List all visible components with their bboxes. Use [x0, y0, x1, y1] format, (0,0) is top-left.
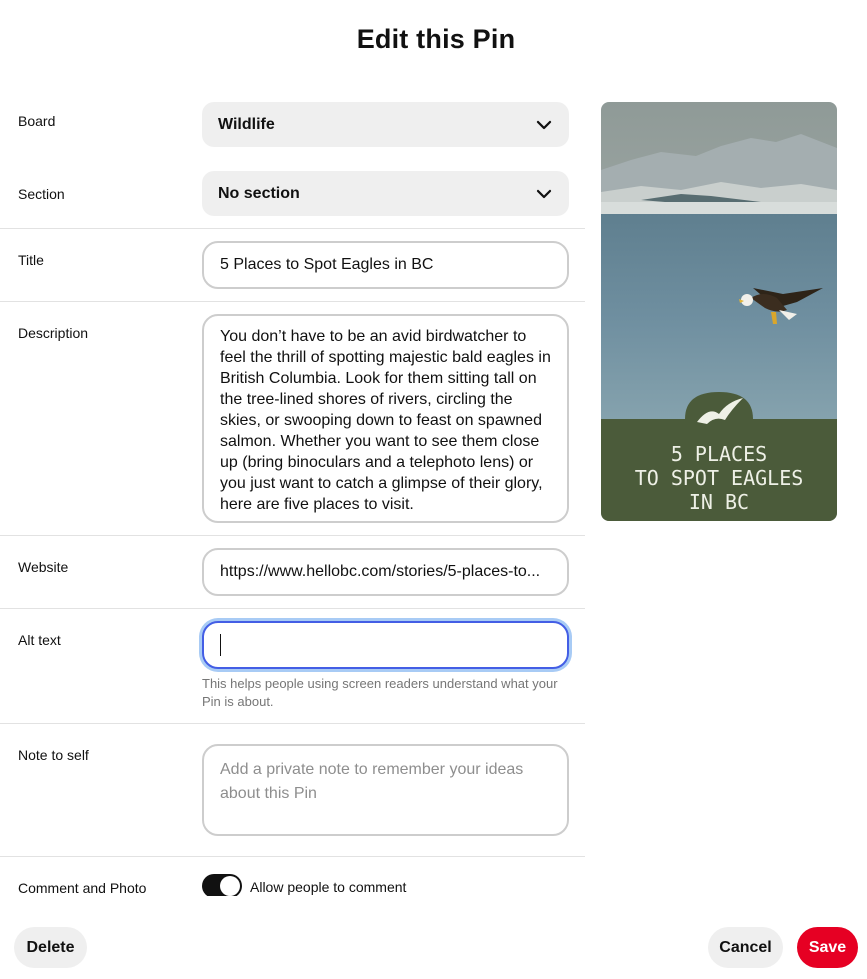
board-value: Wildlife	[218, 115, 275, 133]
divider	[0, 228, 585, 229]
chevron-down-icon	[535, 185, 553, 203]
section-value: No section	[218, 184, 300, 202]
title-value: 5 Places to Spot Eagles in BC	[220, 256, 434, 273]
toggle-knob	[220, 876, 240, 896]
edit-form	[0, 92, 585, 896]
alt-text-input[interactable]	[202, 621, 569, 669]
pin-image-art	[601, 102, 837, 521]
website-input[interactable]	[202, 548, 569, 596]
delete-button[interactable]: Delete	[14, 927, 87, 968]
allow-comments-label: Allow people to comment	[250, 879, 407, 895]
pin-image-line3: IN BC	[688, 490, 750, 514]
note-placeholder: Add a private note to remember your ideas about this Pin	[220, 761, 524, 802]
divider	[0, 608, 585, 609]
alt-text-help: This helps people using screen readers understand what your Pin is about.	[202, 676, 558, 709]
website-label: Website	[18, 559, 69, 575]
note-textarea[interactable]	[202, 744, 569, 836]
cancel-button[interactable]: Cancel	[708, 927, 783, 968]
alt-text-label: Alt text	[18, 632, 61, 648]
comments-label: Comment and Photo	[18, 880, 147, 896]
divider	[0, 856, 585, 857]
chevron-down-icon	[535, 116, 553, 134]
description-textarea[interactable]: You don’t have to be an avid birdwatcher to feel the thrill of spotting majestic bald eagles in British Columbia. Look for them sitting tall on the tree-lined shores of rivers, circling the skies, or swooping down to feast on spawned salmon. Whether you want to see them close up (bring binoculars and a telephoto lens) or you just want to catch a glimpse of their glory, here are five places to visit.	[202, 314, 569, 523]
title-input[interactable]	[202, 241, 569, 289]
pin-image	[601, 102, 837, 521]
allow-comments-toggle[interactable]	[202, 874, 242, 896]
dialog-title: Edit this Pin	[356, 24, 516, 54]
text-caret	[220, 634, 221, 656]
save-button[interactable]: Save	[797, 927, 858, 968]
board-label: Board	[18, 113, 56, 129]
board-select[interactable]	[202, 102, 569, 147]
section-label: Section	[18, 186, 65, 202]
title-label: Title	[18, 252, 44, 268]
divider	[0, 535, 585, 536]
pin-image-line2: TO SPOT EAGLES	[634, 466, 804, 490]
divider	[0, 723, 585, 724]
pin-image-line1: 5 PLACES	[670, 442, 768, 466]
section-select[interactable]	[202, 171, 569, 216]
description-label: Description	[18, 325, 89, 341]
website-value: https://www.hellobc.com/stories/5-places-to...	[220, 563, 541, 580]
note-label: Note to self	[18, 747, 89, 763]
divider	[0, 301, 585, 302]
